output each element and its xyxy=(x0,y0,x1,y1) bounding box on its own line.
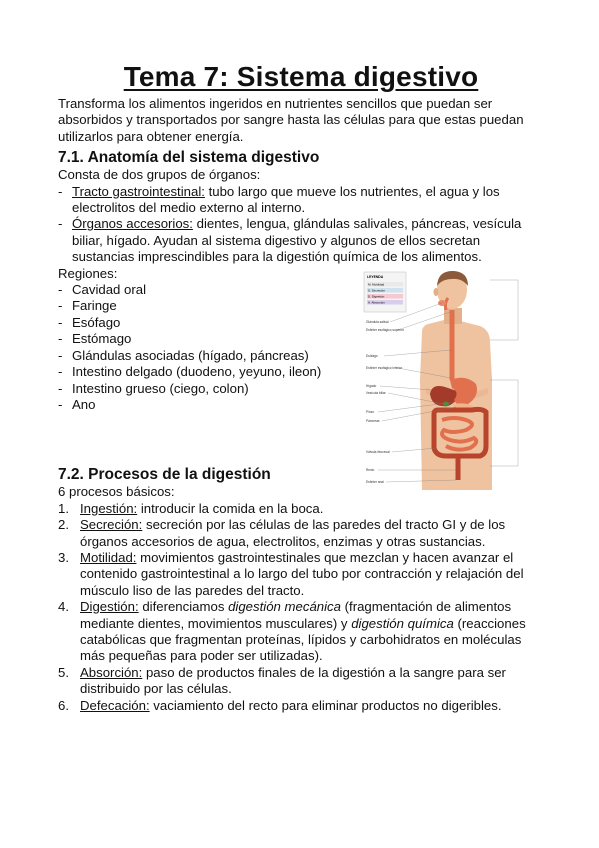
process-text: (reacciones catabólicas que fragmentan proteínas, lípidos y carbohidratos en moléculas más pequeñas para poder ser utilizadas). xyxy=(80,615,526,664)
figure-label: Esfínter esofágico superior xyxy=(366,328,404,332)
intro-paragraph: Transforma los alimentos ingeridos en nutrientes sencillos que puedan ser absorbidos y transportados por sangre hasta las células para que estas puedan utilizarlos para obtener energía. xyxy=(58,96,524,144)
figure-label: Válvula ileocecal xyxy=(366,450,390,454)
section-1-lead: Consta de dos grupos de órganos: xyxy=(58,167,261,183)
list-item: - Cavidad oral xyxy=(58,282,353,298)
legend-item: S. Secreción xyxy=(368,288,386,293)
process-text: paso de productos finales de la digestión a la sangre para ser distribuido por las células. xyxy=(80,664,506,697)
list-item: - Intestino delgado (duodeno, yeyuno, ileon) xyxy=(58,364,353,380)
regions-list xyxy=(58,282,353,413)
list-item: - Intestino grueso (ciego, colon) xyxy=(58,381,353,397)
process-term: Motilidad: xyxy=(80,549,137,565)
process-term: Ingestión: xyxy=(80,500,138,516)
organ-groups-list xyxy=(58,184,548,266)
section-2-lead: 6 procesos básicos: xyxy=(58,484,175,500)
process-text: movimientos gastrointestinales que mezclan y hacen avanzar el contenido gastrointestinal a lo largo del tubo por contracción y relajación del músculo liso de las paredes del tracto. xyxy=(80,549,524,598)
group-text: dientes, lengua, glándulas salivales, páncreas, vesícula biliar, hígado. Ayudan al sistema digestivo y algunos de ellos secretan sustancias imprescindibles para la digestión química de los alimentos. xyxy=(72,216,522,265)
figure-label: Glándula salival xyxy=(366,320,389,324)
section-1-heading: 7.1. Anatomía del sistema digestivo xyxy=(58,149,320,167)
figure-label: Vesícula biliar xyxy=(366,391,386,395)
process-item xyxy=(58,517,548,550)
group-term: Órganos accesorios: xyxy=(72,216,193,232)
regions-label: Regiones: xyxy=(58,265,118,281)
process-list xyxy=(58,501,548,714)
list-item xyxy=(58,184,548,217)
process-term: Secreción: xyxy=(80,517,143,533)
process-number: 5. xyxy=(58,664,69,680)
legend-item: M. Motilidad xyxy=(368,282,385,287)
process-text: introducir la comida en la boca. xyxy=(137,500,324,516)
figure-label: Páncreas xyxy=(366,419,380,423)
list-item: - Glándulas asociadas (hígado, páncreas) xyxy=(58,348,353,364)
group-text: tubo largo que mueve los nutrientes, el agua y los electrolitos del medio externo al interno. xyxy=(72,183,500,216)
digestive-system-illustration xyxy=(362,270,522,490)
process-number: 2. xyxy=(58,517,69,533)
list-item xyxy=(58,216,527,265)
list-item: - Faringe xyxy=(58,298,353,314)
process-number: 1. xyxy=(58,500,69,516)
list-item: - Esófago xyxy=(58,315,353,331)
list-item: - Ano xyxy=(58,397,353,413)
process-number: 4. xyxy=(58,599,69,615)
process-item xyxy=(58,501,548,517)
section-2-heading: 7.2. Procesos de la digestión xyxy=(58,466,271,484)
list-item: - Estómago xyxy=(58,331,353,347)
page-title: Tema 7: Sistema digestivo xyxy=(123,61,479,92)
figure-label: Esófago xyxy=(366,354,378,358)
process-text: secreción por las células de las paredes del tracto GI y de los órganos accesorios de agua, electrolitos, enzimas y otras sustancias. xyxy=(80,517,506,549)
process-number: 6. xyxy=(58,697,69,713)
process-term: Absorción: xyxy=(80,664,143,680)
process-text: digestión química xyxy=(351,615,454,631)
process-item xyxy=(58,665,548,698)
process-text: diferenciamos xyxy=(138,599,229,615)
process-text: digestión mecánica xyxy=(228,599,341,615)
legend-item: D. Digestión xyxy=(368,294,385,299)
figure-label: Recto xyxy=(366,468,375,472)
figure-label: Esfínter anal xyxy=(366,480,384,484)
group-term: Tracto gastrointestinal: xyxy=(72,183,205,199)
process-term: Digestión: xyxy=(80,599,139,615)
legend-item: A. Absorción xyxy=(368,300,385,305)
figure-label: Hígado xyxy=(366,384,377,388)
process-item xyxy=(58,599,548,665)
process-item xyxy=(58,550,548,599)
process-text: vaciamiento del recto para eliminar productos no digeribles. xyxy=(149,697,502,713)
process-term: Defecación: xyxy=(80,697,150,713)
process-item xyxy=(58,698,548,714)
legend-box xyxy=(364,272,406,312)
legend-title: LEYENDA xyxy=(367,275,384,279)
figure-label: Píloro xyxy=(366,410,375,414)
figure-label: Esfínter esofágico inferior xyxy=(366,366,403,370)
process-number: 3. xyxy=(58,549,69,565)
process-text: (fragmentación de alimentos mediante dientes, movimientos musculares) y xyxy=(80,599,512,631)
